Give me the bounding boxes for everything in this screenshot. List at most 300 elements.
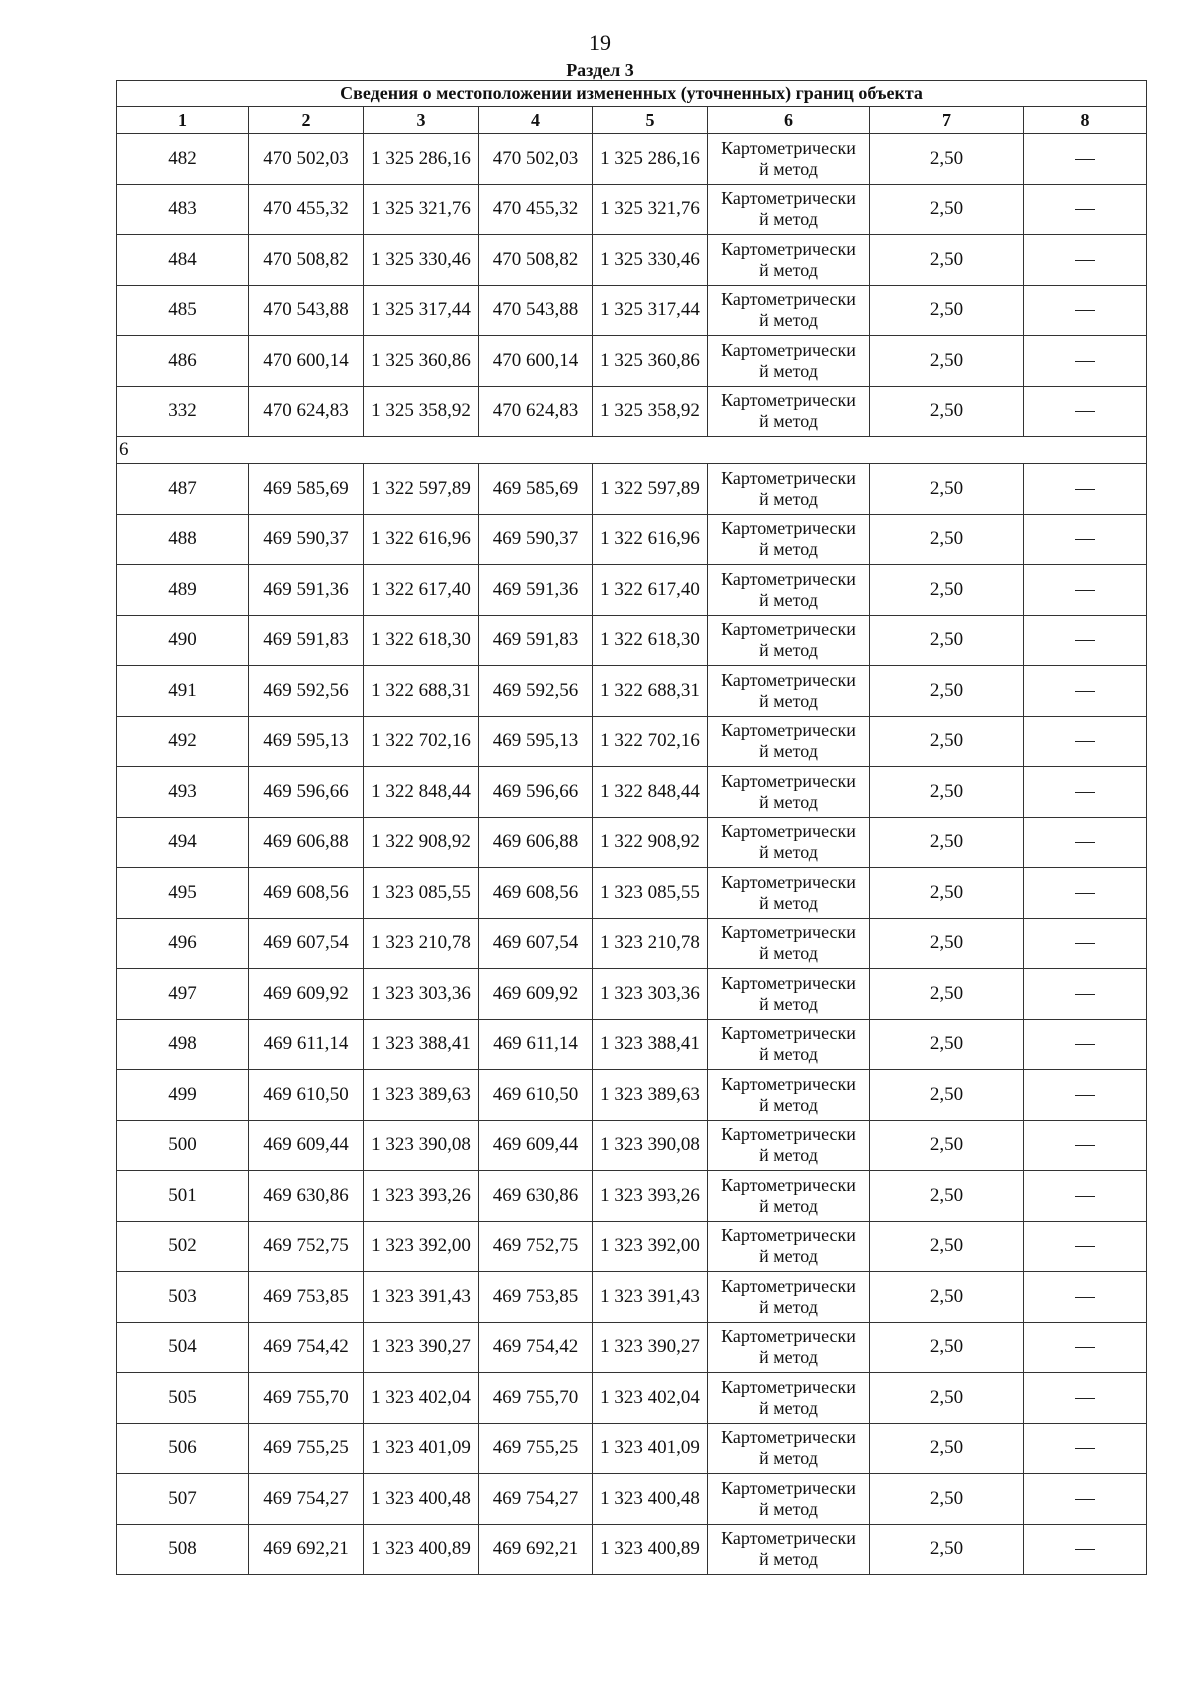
y-old-cell: 1 322 617,40: [364, 565, 479, 616]
y-old-cell: 1 323 303,36: [364, 969, 479, 1020]
y-new-cell: 1 323 085,55: [593, 868, 708, 919]
dash-mark: [1075, 1095, 1095, 1096]
dash-mark: [1075, 310, 1095, 311]
y-old-cell: 1 323 085,55: [364, 868, 479, 919]
dash-mark: [1075, 842, 1095, 843]
method-line-1: Картометрически: [721, 518, 856, 539]
accuracy-cell: 2,50: [870, 514, 1024, 565]
point-number-cell: 489: [117, 565, 249, 616]
method-line-2: й метод: [759, 310, 818, 331]
method-line-1: Картометрически: [721, 1326, 856, 1347]
y-new-cell: 1 323 303,36: [593, 969, 708, 1020]
y-old-cell: 1 323 390,08: [364, 1120, 479, 1171]
method-line-1: Картометрически: [721, 238, 856, 259]
x-new-cell: 469 610,50: [479, 1070, 593, 1121]
point-number-cell: 503: [117, 1272, 249, 1323]
y-new-cell: 1 322 702,16: [593, 716, 708, 767]
description-cell: [1024, 336, 1147, 387]
dash-mark: [1075, 209, 1095, 210]
method-line-1: Картометрически: [721, 1124, 856, 1145]
accuracy-cell: 2,50: [870, 134, 1024, 185]
accuracy-cell: 2,50: [870, 868, 1024, 919]
method-line-1: Картометрически: [721, 972, 856, 993]
method-line-2: й метод: [759, 842, 818, 863]
x-old-cell: 470 508,82: [249, 235, 364, 286]
description-cell: [1024, 1221, 1147, 1272]
table-row: [117, 1221, 1147, 1272]
y-new-cell: 1 322 616,96: [593, 514, 708, 565]
method-line-1: Картометрически: [721, 871, 856, 892]
dash-mark: [1075, 159, 1095, 160]
x-old-cell: 469 606,88: [249, 817, 364, 868]
y-old-cell: 1 323 389,63: [364, 1070, 479, 1121]
method-line-2: й метод: [759, 1296, 818, 1317]
description-cell: [1024, 514, 1147, 565]
accuracy-cell: 2,50: [870, 918, 1024, 969]
method-line-1: Картометрически: [721, 1477, 856, 1498]
point-number-cell: 499: [117, 1070, 249, 1121]
method-line-1: Картометрически: [721, 137, 856, 158]
method-line-1: Картометрически: [721, 669, 856, 690]
accuracy-cell: 2,50: [870, 1019, 1024, 1070]
description-cell: [1024, 1272, 1147, 1323]
description-cell: [1024, 1171, 1147, 1222]
point-number-cell: 490: [117, 615, 249, 666]
table-row: [117, 1474, 1147, 1525]
table-row: [117, 1423, 1147, 1474]
method-line-2: й метод: [759, 1094, 818, 1115]
x-old-cell: 469 755,25: [249, 1423, 364, 1474]
y-old-cell: 1 323 393,26: [364, 1171, 479, 1222]
description-cell: [1024, 464, 1147, 515]
method-line-1: Картометрически: [721, 188, 856, 209]
accuracy-cell: 2,50: [870, 386, 1024, 437]
x-new-cell: 469 753,85: [479, 1272, 593, 1323]
x-new-cell: 469 609,92: [479, 969, 593, 1020]
y-old-cell: 1 322 908,92: [364, 817, 479, 868]
method-line-2: й метод: [759, 589, 818, 610]
y-old-cell: 1 323 210,78: [364, 918, 479, 969]
x-old-cell: 470 600,14: [249, 336, 364, 387]
column-number-4: 4: [479, 107, 593, 134]
method-line-2: й метод: [759, 1195, 818, 1216]
point-number-cell: 493: [117, 767, 249, 818]
point-number-cell: 496: [117, 918, 249, 969]
table-row: [117, 134, 1147, 185]
y-new-cell: 1 325 286,16: [593, 134, 708, 185]
point-number-cell: 500: [117, 1120, 249, 1171]
method-line-2: й метод: [759, 360, 818, 381]
point-number-cell: 501: [117, 1171, 249, 1222]
x-new-cell: 469 754,27: [479, 1474, 593, 1525]
method-cell: [708, 285, 870, 336]
accuracy-cell: 2,50: [870, 464, 1024, 515]
accuracy-cell: 2,50: [870, 1322, 1024, 1373]
dash-mark: [1075, 1196, 1095, 1197]
method-cell: [708, 969, 870, 1020]
description-cell: [1024, 386, 1147, 437]
description-cell: [1024, 1524, 1147, 1575]
description-cell: [1024, 868, 1147, 919]
dash-mark: [1075, 411, 1095, 412]
column-number-3: 3: [364, 107, 479, 134]
table-row: [117, 615, 1147, 666]
method-cell: [708, 767, 870, 818]
method-line-1: Картометрически: [721, 1023, 856, 1044]
y-old-cell: 1 322 597,89: [364, 464, 479, 515]
y-new-cell: 1 323 390,08: [593, 1120, 708, 1171]
table-row: [117, 1019, 1147, 1070]
description-cell: [1024, 235, 1147, 286]
x-old-cell: 470 624,83: [249, 386, 364, 437]
description-cell: [1024, 134, 1147, 185]
method-line-1: Картометрически: [721, 720, 856, 741]
method-cell: [708, 868, 870, 919]
x-new-cell: 469 591,83: [479, 615, 593, 666]
dash-mark: [1075, 1398, 1095, 1399]
method-line-1: Картометрически: [721, 568, 856, 589]
method-line-1: Картометрически: [721, 821, 856, 842]
dash-mark: [1075, 893, 1095, 894]
x-old-cell: 469 610,50: [249, 1070, 364, 1121]
x-new-cell: 469 606,88: [479, 817, 593, 868]
x-old-cell: 469 591,83: [249, 615, 364, 666]
y-old-cell: 1 323 402,04: [364, 1373, 479, 1424]
x-new-cell: 470 508,82: [479, 235, 593, 286]
dash-mark: [1075, 741, 1095, 742]
y-old-cell: 1 322 848,44: [364, 767, 479, 818]
y-new-cell: 1 325 321,76: [593, 184, 708, 235]
y-new-cell: 1 323 393,26: [593, 1171, 708, 1222]
y-new-cell: 1 323 400,89: [593, 1524, 708, 1575]
dash-mark: [1075, 1347, 1095, 1348]
method-line-2: й метод: [759, 488, 818, 509]
method-line-2: й метод: [759, 892, 818, 913]
y-new-cell: 1 323 210,78: [593, 918, 708, 969]
x-old-cell: 470 502,03: [249, 134, 364, 185]
x-old-cell: 469 752,75: [249, 1221, 364, 1272]
method-line-1: Картометрически: [721, 1376, 856, 1397]
method-line-2: й метод: [759, 1145, 818, 1166]
method-cell: [708, 184, 870, 235]
accuracy-cell: 2,50: [870, 565, 1024, 616]
y-old-cell: 1 325 321,76: [364, 184, 479, 235]
method-line-2: й метод: [759, 539, 818, 560]
y-new-cell: 1 323 391,43: [593, 1272, 708, 1323]
y-new-cell: 1 325 360,86: [593, 336, 708, 387]
y-old-cell: 1 323 392,00: [364, 1221, 479, 1272]
dash-mark: [1075, 1044, 1095, 1045]
point-number-cell: 508: [117, 1524, 249, 1575]
method-cell: [708, 817, 870, 868]
point-number-cell: 498: [117, 1019, 249, 1070]
point-number-cell: 486: [117, 336, 249, 387]
method-cell: [708, 1171, 870, 1222]
accuracy-cell: 2,50: [870, 235, 1024, 286]
y-old-cell: 1 323 391,43: [364, 1272, 479, 1323]
method-cell: [708, 1019, 870, 1070]
x-new-cell: 469 611,14: [479, 1019, 593, 1070]
column-number-8: 8: [1024, 107, 1147, 134]
dash-mark: [1075, 640, 1095, 641]
dash-mark: [1075, 691, 1095, 692]
y-new-cell: 1 322 617,40: [593, 565, 708, 616]
method-cell: [708, 565, 870, 616]
x-old-cell: 469 611,14: [249, 1019, 364, 1070]
point-number-cell: 332: [117, 386, 249, 437]
x-new-cell: 469 590,37: [479, 514, 593, 565]
x-old-cell: 470 455,32: [249, 184, 364, 235]
x-new-cell: 470 624,83: [479, 386, 593, 437]
point-number-cell: 492: [117, 716, 249, 767]
table-row: [117, 716, 1147, 767]
accuracy-cell: 2,50: [870, 1171, 1024, 1222]
y-new-cell: 1 322 848,44: [593, 767, 708, 818]
table-row: [117, 235, 1147, 286]
point-number-cell: 495: [117, 868, 249, 919]
method-line-2: й метод: [759, 1044, 818, 1065]
x-new-cell: 469 692,21: [479, 1524, 593, 1575]
dash-mark: [1075, 994, 1095, 995]
method-cell: [708, 336, 870, 387]
description-cell: [1024, 918, 1147, 969]
x-new-cell: 469 595,13: [479, 716, 593, 767]
y-new-cell: 1 323 401,09: [593, 1423, 708, 1474]
y-new-cell: 1 325 317,44: [593, 285, 708, 336]
point-number-cell: 491: [117, 666, 249, 717]
x-old-cell: 469 754,27: [249, 1474, 364, 1525]
method-cell: [708, 615, 870, 666]
dash-mark: [1075, 260, 1095, 261]
method-line-1: Картометрически: [721, 1174, 856, 1195]
x-old-cell: 469 754,42: [249, 1322, 364, 1373]
accuracy-cell: 2,50: [870, 1120, 1024, 1171]
description-cell: [1024, 565, 1147, 616]
method-line-2: й метод: [759, 943, 818, 964]
y-new-cell: 1 323 389,63: [593, 1070, 708, 1121]
accuracy-cell: 2,50: [870, 285, 1024, 336]
accuracy-cell: 2,50: [870, 1272, 1024, 1323]
x-old-cell: 469 590,37: [249, 514, 364, 565]
x-new-cell: 469 752,75: [479, 1221, 593, 1272]
method-line-1: Картометрически: [721, 619, 856, 640]
y-new-cell: 1 322 618,30: [593, 615, 708, 666]
table-row: [117, 1272, 1147, 1323]
y-new-cell: 1 323 390,27: [593, 1322, 708, 1373]
accuracy-cell: 2,50: [870, 666, 1024, 717]
description-cell: [1024, 184, 1147, 235]
table-row: [117, 1070, 1147, 1121]
method-cell: [708, 716, 870, 767]
point-number-cell: 482: [117, 134, 249, 185]
y-new-cell: 1 323 388,41: [593, 1019, 708, 1070]
page-number: 19: [589, 30, 611, 55]
x-old-cell: 469 609,44: [249, 1120, 364, 1171]
table-row: [117, 817, 1147, 868]
description-cell: [1024, 1019, 1147, 1070]
method-cell: [708, 134, 870, 185]
method-line-1: Картометрически: [721, 289, 856, 310]
method-line-1: Картометрически: [721, 390, 856, 411]
method-cell: [708, 918, 870, 969]
description-cell: [1024, 969, 1147, 1020]
method-line-2: й метод: [759, 1448, 818, 1469]
y-new-cell: 1 323 400,48: [593, 1474, 708, 1525]
y-new-cell: 1 325 358,92: [593, 386, 708, 437]
x-old-cell: 469 585,69: [249, 464, 364, 515]
point-number-cell: 502: [117, 1221, 249, 1272]
table-row: [117, 767, 1147, 818]
description-cell: [1024, 1373, 1147, 1424]
y-old-cell: 1 322 618,30: [364, 615, 479, 666]
description-cell: [1024, 615, 1147, 666]
x-old-cell: 469 607,54: [249, 918, 364, 969]
description-cell: [1024, 817, 1147, 868]
table-row: [117, 285, 1147, 336]
y-old-cell: 1 325 360,86: [364, 336, 479, 387]
accuracy-cell: 2,50: [870, 1423, 1024, 1474]
method-line-2: й метод: [759, 1397, 818, 1418]
point-number-cell: 483: [117, 184, 249, 235]
method-line-2: й метод: [759, 791, 818, 812]
table-caption: Сведения о местоположении измененных (уточненных) границ объекта: [117, 81, 1147, 107]
method-line-2: й метод: [759, 259, 818, 280]
method-cell: [708, 1524, 870, 1575]
x-old-cell: 469 595,13: [249, 716, 364, 767]
x-new-cell: 470 455,32: [479, 184, 593, 235]
table-body: [117, 134, 1147, 1575]
y-new-cell: 1 325 330,46: [593, 235, 708, 286]
method-line-1: Картометрически: [721, 1275, 856, 1296]
method-cell: [708, 1070, 870, 1121]
y-new-cell: 1 322 688,31: [593, 666, 708, 717]
x-new-cell: 469 596,66: [479, 767, 593, 818]
method-line-2: й метод: [759, 640, 818, 661]
description-cell: [1024, 767, 1147, 818]
x-old-cell: 469 630,86: [249, 1171, 364, 1222]
dash-mark: [1075, 1145, 1095, 1146]
accuracy-cell: 2,50: [870, 1070, 1024, 1121]
x-new-cell: 470 600,14: [479, 336, 593, 387]
method-cell: [708, 1373, 870, 1424]
table-row: [117, 868, 1147, 919]
method-line-2: й метод: [759, 411, 818, 432]
y-old-cell: 1 325 286,16: [364, 134, 479, 185]
x-old-cell: 469 692,21: [249, 1524, 364, 1575]
method-line-2: й метод: [759, 993, 818, 1014]
accuracy-cell: 2,50: [870, 1221, 1024, 1272]
description-cell: [1024, 1120, 1147, 1171]
column-number-7: 7: [870, 107, 1024, 134]
x-new-cell: 469 607,54: [479, 918, 593, 969]
table-row: [117, 514, 1147, 565]
point-number-cell: 484: [117, 235, 249, 286]
dash-mark: [1075, 489, 1095, 490]
accuracy-cell: 2,50: [870, 969, 1024, 1020]
x-new-cell: 470 543,88: [479, 285, 593, 336]
x-old-cell: 469 591,36: [249, 565, 364, 616]
x-new-cell: 469 609,44: [479, 1120, 593, 1171]
dash-mark: [1075, 539, 1095, 540]
method-line-1: Картометрически: [721, 770, 856, 791]
dash-mark: [1075, 1297, 1095, 1298]
method-cell: [708, 464, 870, 515]
method-cell: [708, 666, 870, 717]
x-old-cell: 469 609,92: [249, 969, 364, 1020]
table-row: [117, 565, 1147, 616]
point-number-cell: 494: [117, 817, 249, 868]
y-new-cell: 1 322 597,89: [593, 464, 708, 515]
dash-mark: [1075, 1499, 1095, 1500]
method-cell: [708, 1474, 870, 1525]
point-number-cell: 485: [117, 285, 249, 336]
method-line-2: й метод: [759, 1246, 818, 1267]
column-number-2: 2: [249, 107, 364, 134]
group-row: [117, 437, 1147, 464]
method-line-2: й метод: [759, 209, 818, 230]
y-old-cell: 1 323 388,41: [364, 1019, 479, 1070]
table-row: [117, 1171, 1147, 1222]
accuracy-cell: 2,50: [870, 615, 1024, 666]
description-cell: [1024, 1474, 1147, 1525]
column-number-1: 1: [117, 107, 249, 134]
y-new-cell: 1 323 392,00: [593, 1221, 708, 1272]
point-number-cell: 507: [117, 1474, 249, 1525]
accuracy-cell: 2,50: [870, 767, 1024, 818]
table-row: [117, 1524, 1147, 1575]
description-cell: [1024, 1070, 1147, 1121]
y-old-cell: 1 323 400,48: [364, 1474, 479, 1525]
point-number-cell: 504: [117, 1322, 249, 1373]
method-cell: [708, 1322, 870, 1373]
x-new-cell: 469 755,70: [479, 1373, 593, 1424]
method-line-2: й метод: [759, 741, 818, 762]
table-row: [117, 918, 1147, 969]
dash-mark: [1075, 590, 1095, 591]
method-line-2: й метод: [759, 1347, 818, 1368]
method-line-1: Картометрически: [721, 467, 856, 488]
y-old-cell: 1 325 358,92: [364, 386, 479, 437]
dash-mark: [1075, 943, 1095, 944]
x-old-cell: 469 596,66: [249, 767, 364, 818]
accuracy-cell: 2,50: [870, 716, 1024, 767]
point-number-cell: 497: [117, 969, 249, 1020]
y-old-cell: 1 322 702,16: [364, 716, 479, 767]
method-line-2: й метод: [759, 690, 818, 711]
table-row: [117, 464, 1147, 515]
x-new-cell: 469 608,56: [479, 868, 593, 919]
method-line-1: Картометрически: [721, 1225, 856, 1246]
method-cell: [708, 235, 870, 286]
x-old-cell: 470 543,88: [249, 285, 364, 336]
table-row: [117, 184, 1147, 235]
y-new-cell: 1 322 908,92: [593, 817, 708, 868]
method-cell: [708, 1423, 870, 1474]
table-row: [117, 386, 1147, 437]
section-title: Раздел 3: [566, 60, 634, 80]
table-row: [117, 336, 1147, 387]
point-number-cell: 488: [117, 514, 249, 565]
y-old-cell: 1 323 390,27: [364, 1322, 479, 1373]
table-row: [117, 666, 1147, 717]
point-number-cell: 505: [117, 1373, 249, 1424]
description-cell: [1024, 666, 1147, 717]
point-number-cell: 487: [117, 464, 249, 515]
x-new-cell: 469 592,56: [479, 666, 593, 717]
x-new-cell: 469 754,42: [479, 1322, 593, 1373]
accuracy-cell: 2,50: [870, 1524, 1024, 1575]
description-cell: [1024, 1423, 1147, 1474]
